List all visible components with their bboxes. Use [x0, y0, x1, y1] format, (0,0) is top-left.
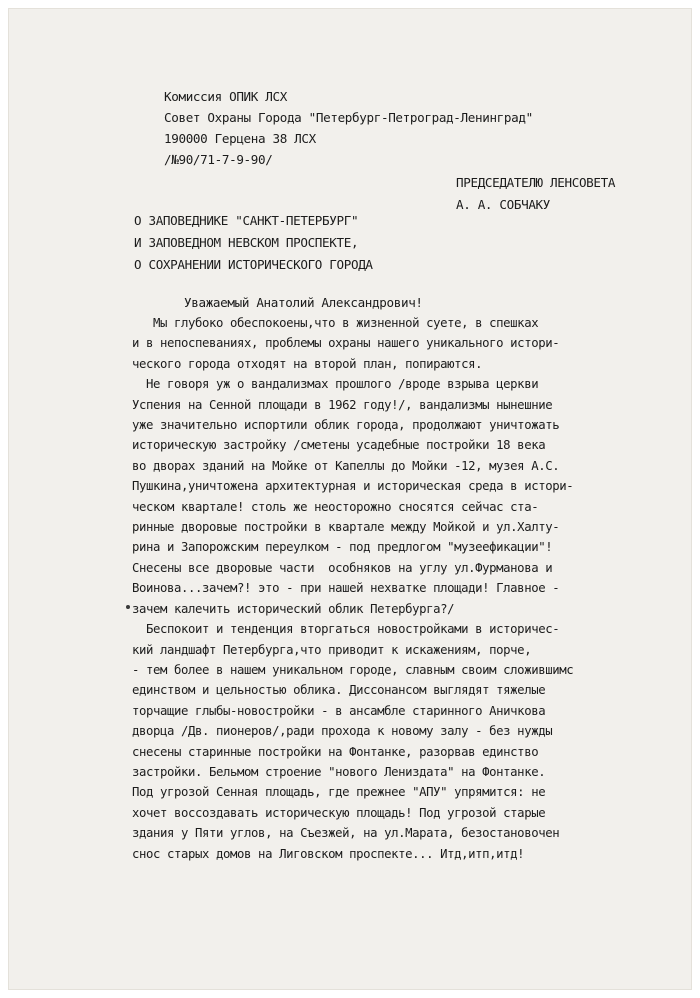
sender-line: 190000 Герцена 38 ЛСХ	[164, 131, 316, 146]
sender-line: Комиссия ОПИК ЛСХ	[164, 89, 287, 104]
body-line: историческую застройку /сметены усадебные постройки 18 века	[132, 438, 546, 453]
body-line: рина и Запорожским переулком - под предлогом "музеефикации"!	[132, 540, 553, 555]
body-line: снесены старинные постройки на Фонтанке, разорвав единство	[132, 744, 539, 759]
ink-speck	[126, 605, 130, 609]
body-line: Под угрозой Сенная площадь, где прежнее "АПУ" упрямится: не	[132, 785, 546, 800]
body-line: во дворах зданий на Мойке от Капеллы до Мойки -12, музея А.С.	[132, 458, 560, 473]
body-line: кий ландшафт Петербурга,что приводит к искажениям, порче,	[132, 642, 532, 657]
body-line: единством и цельностью облика. Диссонансом выглядят тяжелые	[132, 683, 546, 698]
addressee-block	[456, 172, 615, 216]
body-line: снос старых домов на Лиговском проспекте... Итд,итп,итд!	[132, 846, 525, 861]
body-line: Не говоря уж о вандализмах прошлого /вроде взрыва церкви	[132, 377, 539, 392]
body-line: Успения на Сенной площади в 1962 году!/, вандализмы нынешние	[132, 397, 553, 412]
subject-line: О ЗАПОВЕДНИКЕ "САНКТ-ПЕТЕРБУРГ"	[134, 213, 359, 228]
subject-line: О СОХРАНЕНИИ ИСТОРИЧЕСКОГО ГОРОДА	[134, 257, 373, 272]
body-line: Воинова...зачем?! это - при нашей нехватке площади! Главное -	[132, 581, 560, 596]
sender-line: Совет Охраны Города "Петербург-Петроград-Ленинград"	[164, 110, 533, 125]
addressee-title: ПРЕДСЕДАТЕЛЮ ЛЕНСОВЕТА	[456, 175, 616, 190]
salutation: Уважаемый Анатолий Александрович!	[184, 295, 423, 310]
body-line: дворца /Дв. пионеров/,ради прохода к новому залу - без нужды	[132, 724, 553, 739]
body-line: ческого города отходят на второй план, попираются.	[132, 356, 483, 371]
body-line: застройки. Бельмом строение "нового Лениздата" на Фонтанке.	[132, 764, 546, 779]
subject-line: И ЗАПОВЕДНОМ НЕВСКОМ ПРОСПЕКТЕ,	[134, 235, 359, 250]
body-line: здания у Пяти углов, на Съезжей, на ул.Марата, безостановочен	[132, 826, 560, 841]
letter-body	[132, 313, 573, 864]
reference-number: /№90/71-7-9-90/	[164, 152, 273, 167]
body-line: зачем калечить исторический облик Петербурга?/	[132, 601, 455, 616]
body-line: Мы глубоко обеспокоены,что в жизненной суете, в спешках	[132, 316, 539, 330]
body-line: Снесены все дворовые части особняков на углу ул.Фурманова и	[132, 560, 553, 575]
body-line: хочет воссоздавать историческую площадь! Под угрозой старые	[132, 805, 546, 820]
body-line: ринные дворовые постройки в квартале между Мойкой и ул.Халту-	[132, 520, 560, 535]
body-line: уже значительно испортили облик города, продолжают уничтожать	[132, 418, 560, 433]
body-line: Беспокоит и тенденция вторгаться новостройками в историчес-	[132, 622, 560, 637]
subject-block	[134, 210, 373, 276]
body-line: и в непоспеваниях, проблемы охраны нашего уникального истори-	[132, 336, 560, 351]
addressee-name: А. А. СОБЧАКУ	[456, 197, 551, 212]
body-line: торчащие глыбы-новостройки - в ансамбле старинного Аничкова	[132, 703, 546, 718]
sender-block	[164, 86, 533, 170]
body-line: - тем более в нашем уникальном городе, славным своим сложившимс	[132, 662, 574, 677]
document-page	[8, 8, 692, 990]
body-line: ческом квартале! столь же неосторожно сносятся сейчас ста-	[132, 499, 539, 514]
body-line: Пушкина,уничтожена архитектурная и историческая среда в истори-	[132, 479, 574, 494]
